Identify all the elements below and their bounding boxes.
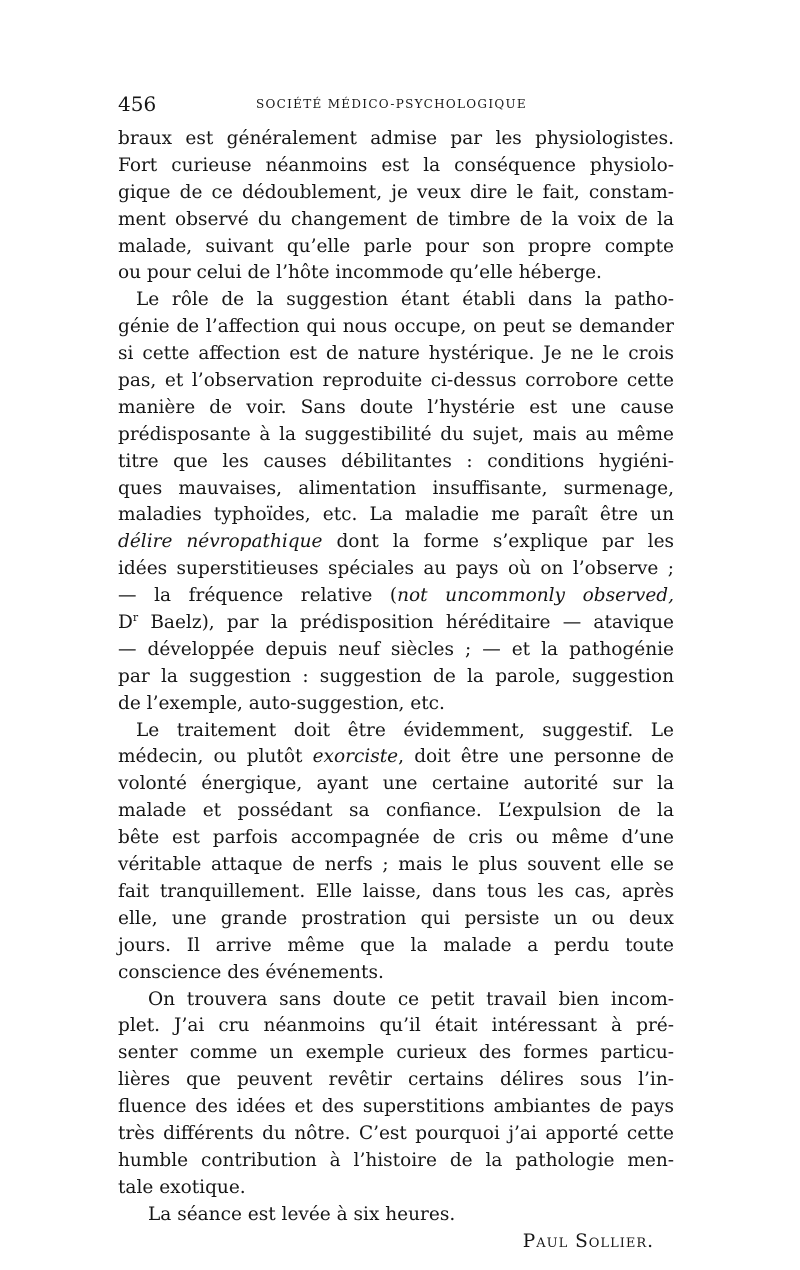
text-line [118,583,674,610]
text-line: braux est généralement admise par les physiologistes. [118,128,674,149]
paragraph-2 [118,287,674,717]
text-line: véritable attaque de nerfs ; mais le plus souvent elle se [118,854,674,876]
text-line: On trouvera sans doute ce petit travail bien incom- [148,988,674,1010]
italic-quote: not uncommonly observed, [397,585,674,607]
text-line: Le rôle de la suggestion étant établi dans la patho- [136,289,674,311]
text-line: volonté énergique, ayant une certaine autorité sur la [118,773,674,795]
text-line: Fort curieuse néanmoins est la conséquence physiolo- [118,154,674,176]
text-line: maladies typhoïdes, etc. La maladie me paraît être un [118,504,674,526]
page-header [118,92,674,126]
text-line: jours. Il arrive même que la malade a perdu toute [118,934,674,956]
text-line [118,610,674,637]
text-span: , doit être une personne de [398,746,674,768]
text-line: elle, une grande prostration qui persiste un ou deux [118,907,674,929]
text-line: très différents du nôtre. C’est pourquoi j’ai apporté cette [118,1122,674,1144]
text-line: pas, et l’observation reproduite ci-dessus corrobore cette [118,370,674,392]
text-line: gique de ce dédoublement, je veux dire le fait, constam- [118,181,674,203]
text-line: ou pour celui de l’hôte incommode qu’elle héberge. [118,262,602,284]
text-line: titre que les causes débilitantes : conditions hygiéni- [118,450,674,472]
text-line: — développée depuis neuf siècles ; — et la pathogénie [118,638,674,660]
text-span: — la fréquence relative ( [118,585,398,607]
page-number: 456 [118,92,157,116]
text-span: D [118,612,133,634]
text-span: médecin, ou plutôt [118,746,313,768]
text-line: La séance est levée à six heures. [148,1203,456,1225]
text-line: ques mauvaises, alimentation insuffisante, surmenage, [118,477,674,499]
text-line: lières que peuvent revêtir certains délires sous l’in- [118,1069,674,1091]
text-line: fait tranquillement. Elle laisse, dans tous les cas, après [118,880,674,902]
page [118,92,674,1255]
text-span: Baelz), par la prédisposition héréditaire — atavique [138,612,674,634]
text-line: fluence des idées et des superstitions ambiantes de pays [118,1096,674,1118]
text-line: conscience des événements. [118,961,384,983]
text-line: ment observé du changement de timbre de la voix de la [118,208,674,230]
text-line: tale exotique. [118,1176,246,1198]
text-line [118,744,674,771]
text-line: idées superstitieuses spéciales au pays où on l’observe ; [118,558,674,580]
text-line: bête est parfois accompagnée de cris ou même d’une [118,827,674,849]
running-head: SOCIÉTÉ MÉDICO-PSYCHOLOGIQUE [256,97,527,111]
text-line: senter comme un exemple curieux des formes particu- [118,1042,674,1064]
text-line: si cette affection est de nature hystérique. Je ne le crois [118,343,674,365]
italic-term: exorciste [312,746,399,768]
paragraph-1 [118,126,674,287]
text-line: humble contribution à l’histoire de la pathologie men- [118,1149,674,1171]
text-line: plet. J’ai cru néanmoins qu’il était intéressant à pré- [118,1015,674,1037]
text-line: prédisposante à la suggestibilité du sujet, mais au même [118,423,674,445]
text-line: par la suggestion : suggestion de la parole, suggestion [118,665,674,687]
text-line [118,529,674,556]
paragraph-5 [118,1202,674,1229]
paragraph-4 [118,987,674,1202]
italic-term: délire névropathique [118,531,323,553]
text-line: manière de voir. Sans doute l’hystérie est une cause [118,396,674,418]
text-line: malade et possédant sa confiance. L’expulsion de la [118,800,674,822]
text-line: de l’exemple, auto-suggestion, etc. [118,692,445,714]
superscript: r [132,610,139,624]
text-line: génie de l’affection qui nous occupe, on peut se demander [118,316,674,338]
text-span: dont la forme s’explique par les [322,531,675,553]
text-line: malade, suivant qu’elle parle pour son propre compte [118,235,674,257]
text-line: Le traitement doit être évidemment, suggestif. Le [136,719,674,741]
paragraph-3 [118,718,674,987]
signature: Paul Sollier. [522,1230,654,1252]
